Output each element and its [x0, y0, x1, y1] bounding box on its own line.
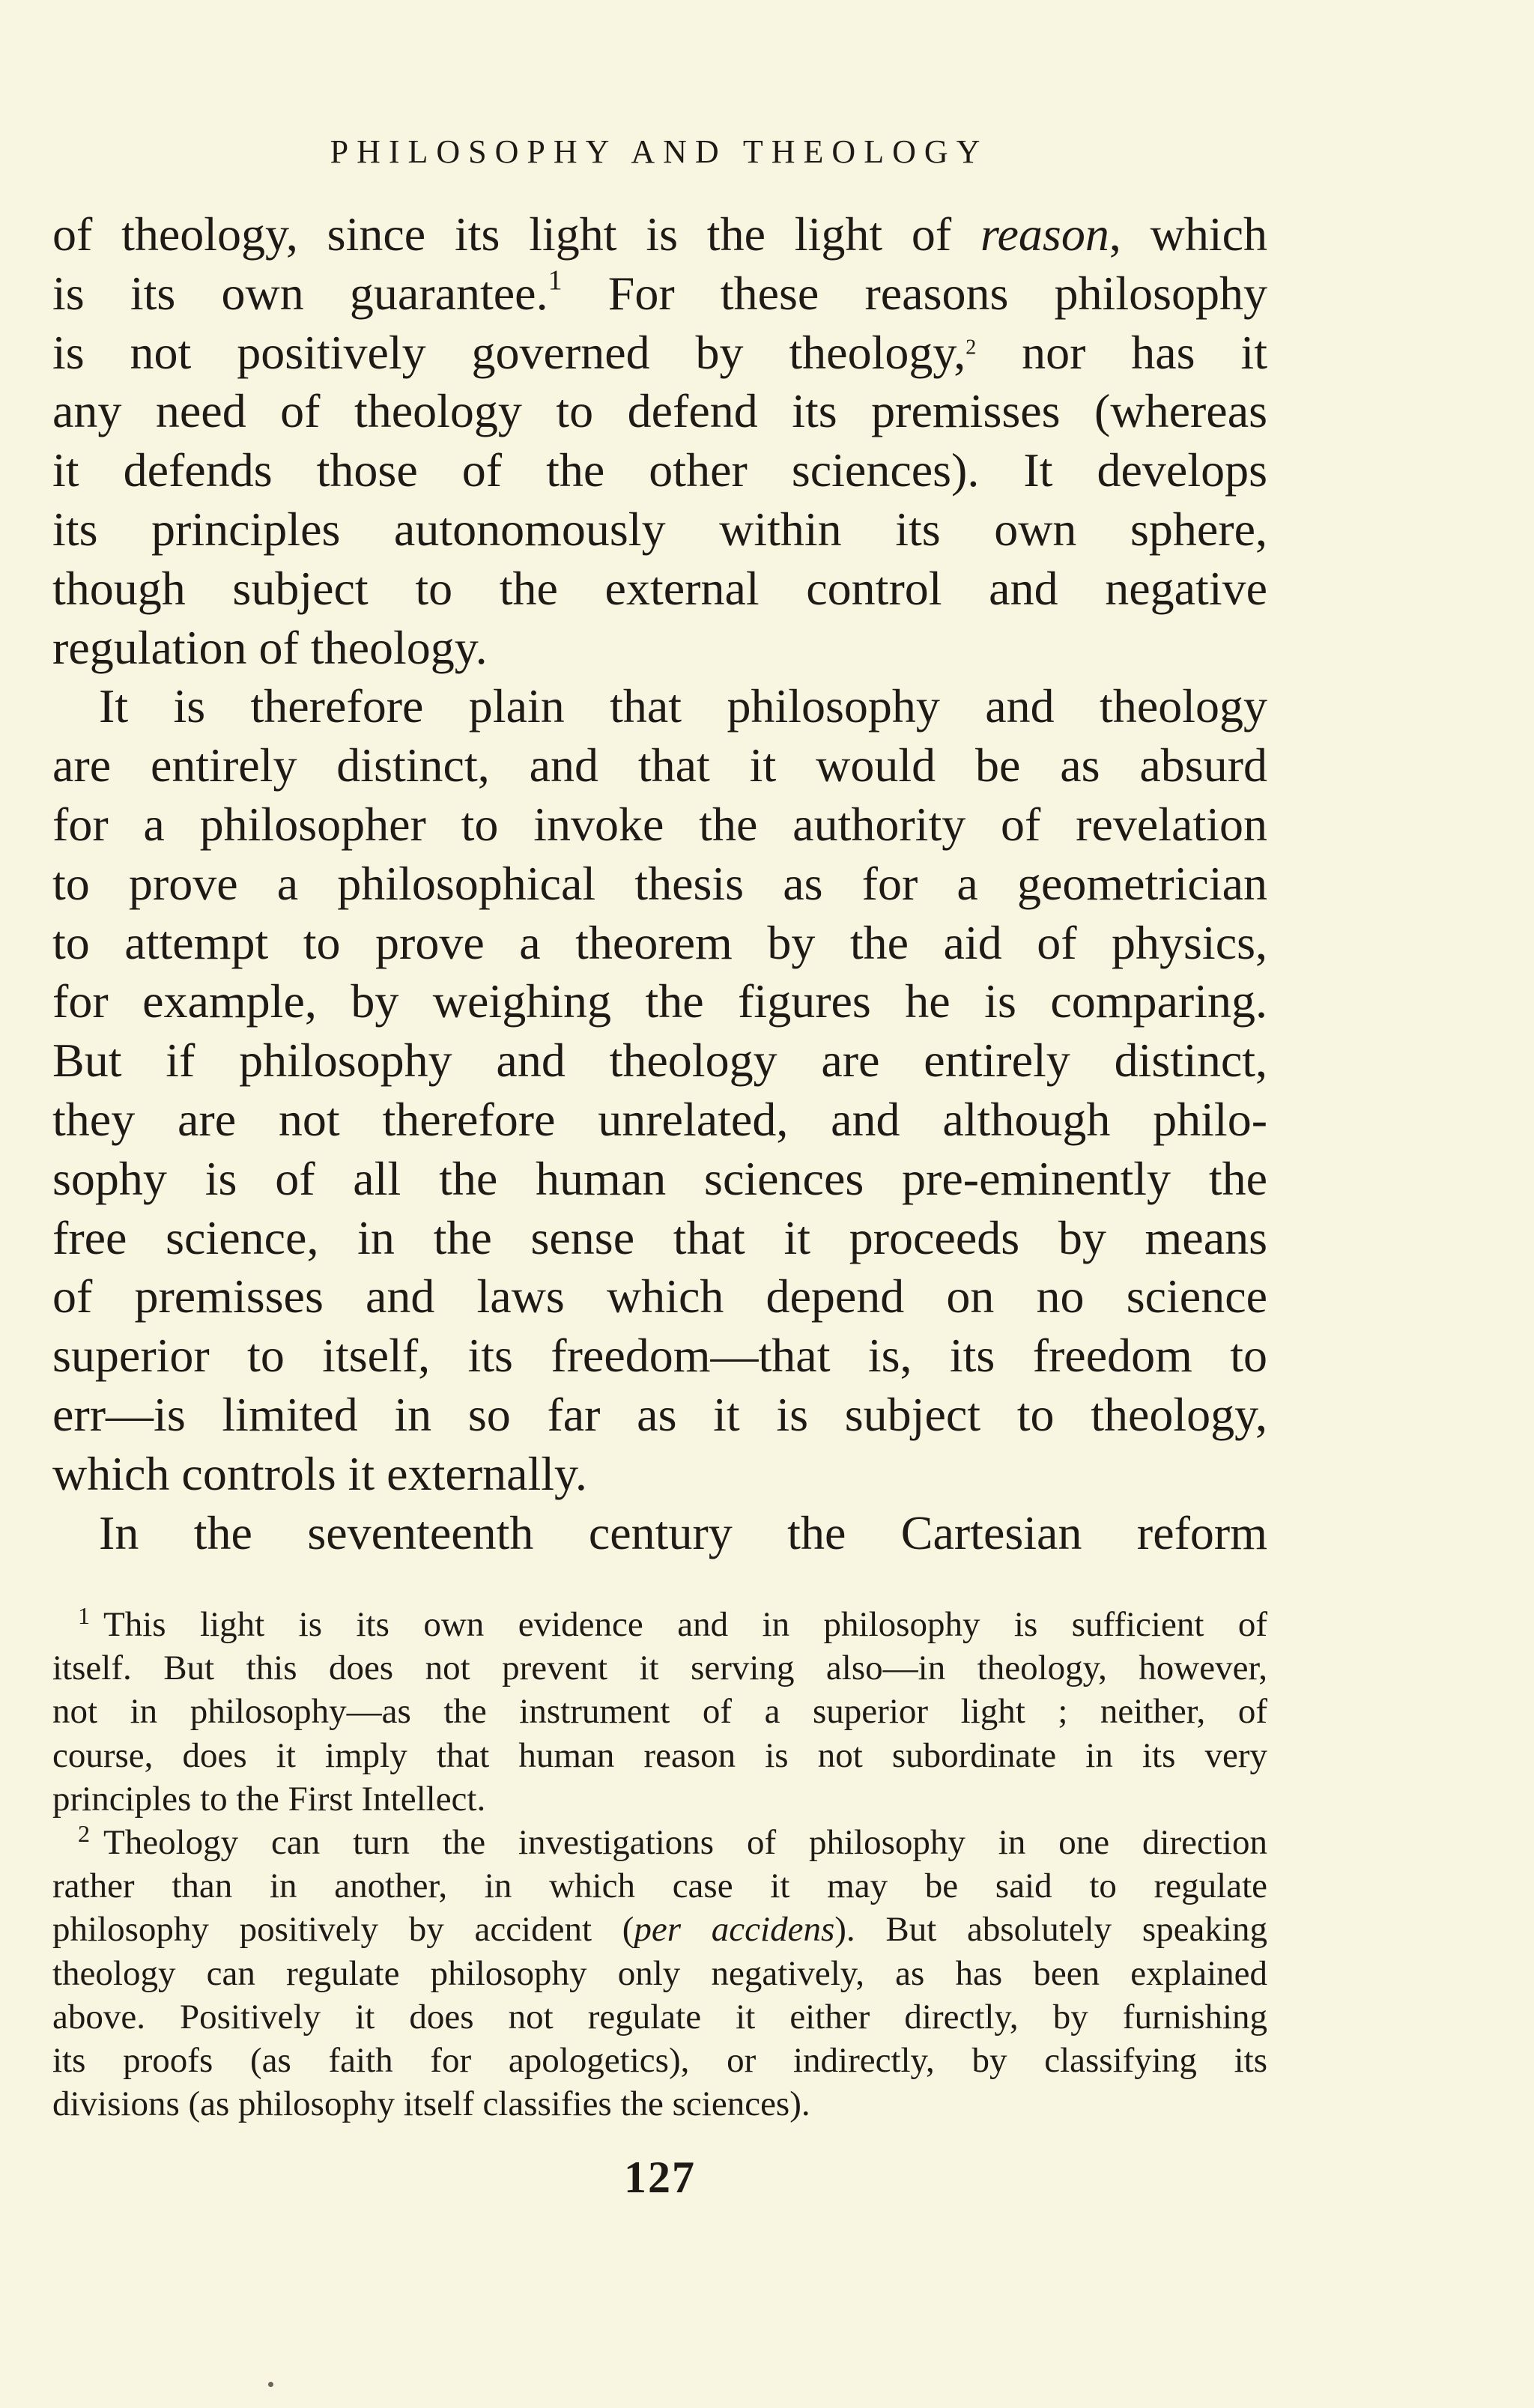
paragraph-start: In the seventeenth century the Cartesian reform: [99, 1505, 1267, 1559]
text-line: is not positively governed by theology,$^2$ nor has it: [52, 325, 1268, 379]
text-line: they are not therefore unrelated, and although philo-: [52, 1092, 1267, 1146]
text-line: of theology, since its light is the light of reason, which: [52, 207, 1268, 261]
text-line: err—is limited in so far as it is subject to theology,: [52, 1387, 1267, 1441]
text-line: are entirely distinct, and that it would be as absurd: [52, 739, 1267, 792]
italic-term: per accidens: [634, 1910, 835, 1950]
text-line: though subject to the external control and negative: [52, 561, 1267, 615]
text-line: any need of theology to defend its premisses (whereas: [52, 384, 1267, 438]
footnote-line: its proofs (as faith for apologetics), or indirectly, by classifying its: [52, 2040, 1267, 2080]
running-head: PHILOSOPHY AND THEOLOGY: [330, 133, 989, 170]
text-line: is its own guarantee.$^1$ For these reasons philosophy: [52, 264, 1267, 320]
footnote-line: above. Positively it does not regulate it either directly, by furnishing: [52, 1997, 1267, 2037]
text-line: its principles autonomously within its own sphere,: [52, 502, 1267, 556]
text-line: of premisses and laws which depend on no science: [52, 1270, 1267, 1323]
text-line: to attempt to prove a theorem by the aid of physics,: [52, 915, 1267, 969]
paragraph-start: It is therefore plain that philosophy and theology: [99, 679, 1267, 733]
text-line: for example, by weighing the figures he is comparing.: [52, 974, 1267, 1028]
text-line: it defends those of the other sciences). It develops: [52, 443, 1267, 497]
footnote-line: theology can regulate philosophy only negatively, as has been explained: [52, 1953, 1267, 1993]
footnote-line: philosophy positively by accident (per accidens). But absolutely speaking: [52, 1910, 1267, 1950]
text-line: regulation of theology.: [52, 620, 488, 674]
footnote-line: principles to the First Intellect.: [52, 1779, 486, 1819]
footnote-marker: 2: [78, 1819, 90, 1847]
text-line: superior to itself, its freedom—that is, its freedom to: [52, 1329, 1267, 1383]
footnote-line: divisions (as philosophy itself classifies the sciences).: [52, 2084, 810, 2124]
footnote-line: rather than in another, in which case it may be said to regulate: [52, 1866, 1267, 1906]
paper-speck: [268, 2382, 273, 2387]
footnote-line: itself. But this does not prevent it serving also—in theology, however,: [52, 1649, 1267, 1688]
page-number: 127: [624, 2153, 696, 2202]
footnote-line: not in philosophy—as the instrument of a superior light ; neither, of: [52, 1692, 1267, 1732]
footnote-ref-2[interactable]: 2: [965, 336, 977, 359]
text-line: for a philosopher to invoke the authority of revelation: [52, 797, 1267, 851]
text-line: which controls it externally.: [52, 1446, 587, 1500]
footnote-1: $^1$ This light is its own evidence and in philosophy is sufficient of: [78, 1602, 1267, 1644]
footnotes: [52, 1603, 1267, 2126]
footnote-2: $^2$ Theology can turn the investigations of philosophy in one direction: [78, 1819, 1267, 1862]
text-line: But if philosophy and theology are entirely distinct,: [52, 1034, 1267, 1088]
text-line: free science, in the sense that it proceeds by means: [52, 1210, 1267, 1264]
body-text: [52, 205, 1267, 1562]
footnote-ref-1[interactable]: 1: [548, 264, 563, 297]
text-line: to prove a philosophical thesis as for a geometrician: [52, 856, 1267, 910]
italic-term: reason: [980, 207, 1109, 261]
footnote-line: course, does it imply that human reason is not subordinate in its very: [52, 1735, 1267, 1775]
text-line: sophy is of all the human sciences pre-eminently the: [52, 1151, 1267, 1205]
footnote-marker: 1: [78, 1602, 90, 1629]
